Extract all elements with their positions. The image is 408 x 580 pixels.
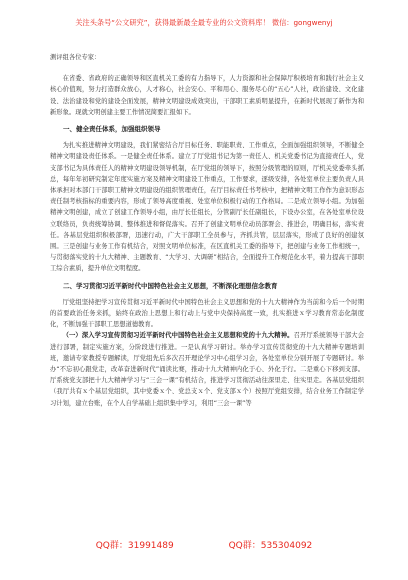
header-banner: 关注头条号“公文研究”，获得最新最全最专业的公文资料库！ 微信：gongwenyj (75, 18, 333, 27)
subsection-1 (50, 330, 364, 408)
subsection-1-heading: （一）深入学习宣传贯彻习近平新时代中国特色社会主义思想和党的十九大精神。 (62, 332, 294, 340)
section-1-paragraph: 为扎实推进精神文明建设，我们紧密结合厅目标任务、职能职责、工作重点，全面加强组织领导，不断健全精神文明建设责任体系。一是健全责任体系。建立了厅党组书记为第一责任人、机关党委书记为直接责任人，党支部书记为具体责任人的精神文明建设领导机制，在厅党组的领导下，按照分级管理的原则，厅机关党委牵头抓总，每年年初研究制定年度实施方案及精神文明建设工作重点，工作要求，逐级安排，各处室单位主要负责人具体承担对本部门干部职工精神文明建设的组织管理责任，在厅目标责任书考核中，把精神文明工作作为意识形态责任制考核指标的重要内容，形成了领导高度重视、处室单位积极行动的工作格局。二是成立领导小组。为加强精神文明创建，成立了创建工作领导小组，由厅长任组长，分管副厅长任副组长，下设办公室，在各处室单位设立联络员，负责统筹协调、整体推进和督促落实。召开了创建文明单位动员部署会、推进会，明确目标，落实责任。各基层党组织积极部署，迅速行动，广大干部职工全员参与，齐抓共管，层层落实，形成了良好的创建氛围。三是创建与业务工作有机结合，对照文明单位标准，在区直机关工委的指导下，把创建与业务工作相统一，与贯彻落实党的十九大精神、主题教育、“大学习、大调研”相结合，全面提升工作规范化水平，着力提高干部职工综合素质，提升单位文明程度。 (50, 142, 364, 273)
salutation: 测评组各位专家： (50, 54, 101, 61)
qq-group-2: QQ群：535304092 (228, 541, 313, 551)
section-heading-1: 一、健全责任体系，加强组织领导 (63, 125, 161, 134)
section-2-paragraph: 厅党组坚持把学习宣传贯彻习近平新时代中国特色社会主义思想和党的十九大精神作为当前和今后一个时期的首要政治任务来抓，始终在政治上思想上和行动上与党中央保持高度一致，扎实推进ｘ学习教育常态化制度化，不断加强干部职工思想道德教育。 (50, 298, 364, 329)
document-body (50, 52, 364, 409)
section-heading-2: 二、学习贯彻习近平新时代中国特色社会主义思想，不断深化理想信念教育 (63, 281, 278, 290)
subsection-1-text: 召开厅系统领导干部大会进行部署，制定实施方案，分阶段进行推进。一是认真学习研讨。举办学习宣传贯彻党的十九大精神专题培训班，邀请专家教授专题解读，厅党组先后多次召开理论学习中心组学习会，各处室单位分别开展了专题研讨。举办“不忘初心跟党走，改革奋进新时代”诵读比赛，推动十九大精神内化于心、外化于行。二是重心下移到支部。厅系统党支部把十九大精神学习与“三会一课”有机结合，推进学习贯彻活动往深里走、往实里走。各基层党组织（我厅共有ｘ个基层党组织，其中党委ｘ个、党总支ｘ个、党支部ｘ个）按照厅党组安排，结合业务工作制定学习计划，建立台账，在个人自学基础上组织集中学习，利用“三会一课”等 (50, 332, 365, 407)
footer-contact (0, 540, 408, 552)
intro-paragraph: 在省委、省政府的正确领导和区直机关工委的有力指导下，人力资源和社会保障厅积极培育和践行社会主义核心价值观，努力打造群众放心，人才称心，社会安心、平和用心、服务尽心的“五心”人社，政治建设、文化建设、法治建设和党的建设全面发展，精神文明建设成效突出，干部职工素质明显提升，在新时代展现了新作为和新形象。现就文明创建主要工作情况简要汇报如下。 (50, 75, 364, 116)
qq-group-1: QQ群：31991489 (95, 541, 174, 551)
